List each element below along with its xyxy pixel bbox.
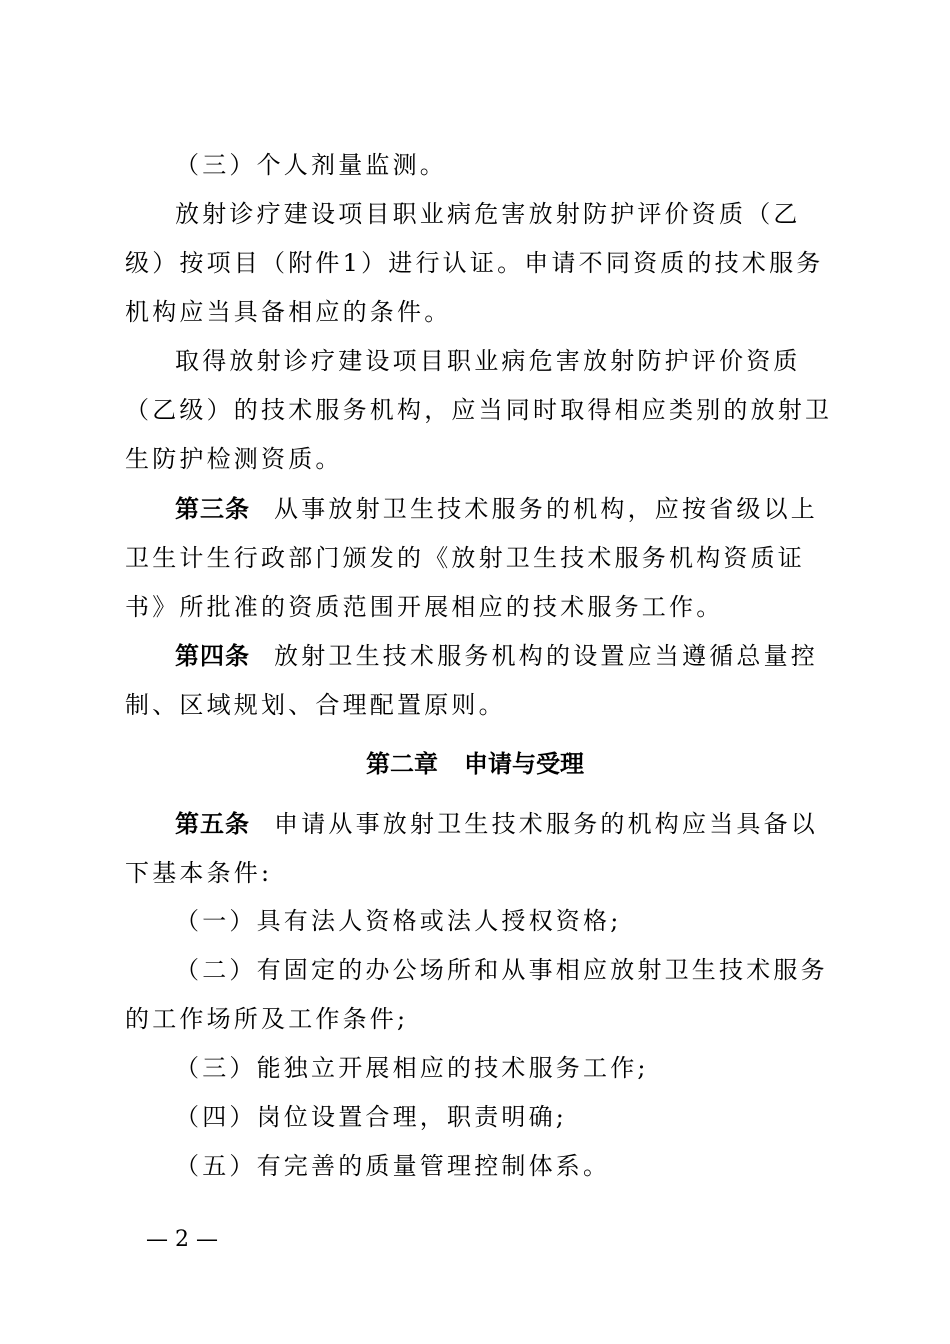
condition-item: （五）有完善的质量管理控制体系。 [175, 1152, 611, 1180]
chapter-heading [0, 740, 950, 789]
article-4-text: 放射卫生技术服务机构的设置应当遵循总量控制、区域规划、合理配置原则。 [125, 642, 818, 719]
chapter-number: 第二章 [366, 750, 438, 778]
page-number: — 2 — [146, 1227, 218, 1252]
paragraph-evaluation-qualification: 放射诊疗建设项目职业病危害放射防护评价资质（乙级）按项目（附件1）进行认证。申请不同资质的技术服务机构应当具备相应的条件。 [125, 200, 824, 326]
article-5-label: 第五条 [175, 809, 250, 838]
condition-item: （三）能独立开展相应的技术服务工作; [175, 1054, 649, 1082]
paragraph-detection-qualification: 取得放射诊疗建设项目职业病危害放射防护评价资质（乙级）的技术服务机构，应当同时取得相应类别的放射卫生防护检测资质。 [125, 347, 833, 473]
article-5 [125, 799, 837, 898]
paragraph-personal-dose: （三）个人剂量监测。 [175, 151, 447, 179]
chapter-title: 申请与受理 [464, 750, 584, 778]
article-3-label: 第三条 [175, 494, 250, 523]
article-3 [125, 484, 837, 632]
condition-item: （二）有固定的办公场所和从事相应放射卫生技术服务的工作场所及工作条件; [125, 956, 828, 1033]
condition-item: （四）岗位设置合理，职责明确; [175, 1103, 568, 1131]
article-4-label: 第四条 [175, 641, 250, 670]
article-5-text: 申请从事放射卫生技术服务的机构应当具备以下基本条件: [125, 810, 818, 887]
article-3-text: 从事放射卫生技术服务的机构，应按省级以上卫生计生行政部门颁发的《放射卫生技术服务机构资质证书》所批准的资质范围开展相应的技术服务工作。 [125, 495, 818, 621]
article-4 [125, 631, 837, 730]
condition-item: （一）具有法人资格或法人授权资格; [175, 907, 622, 935]
